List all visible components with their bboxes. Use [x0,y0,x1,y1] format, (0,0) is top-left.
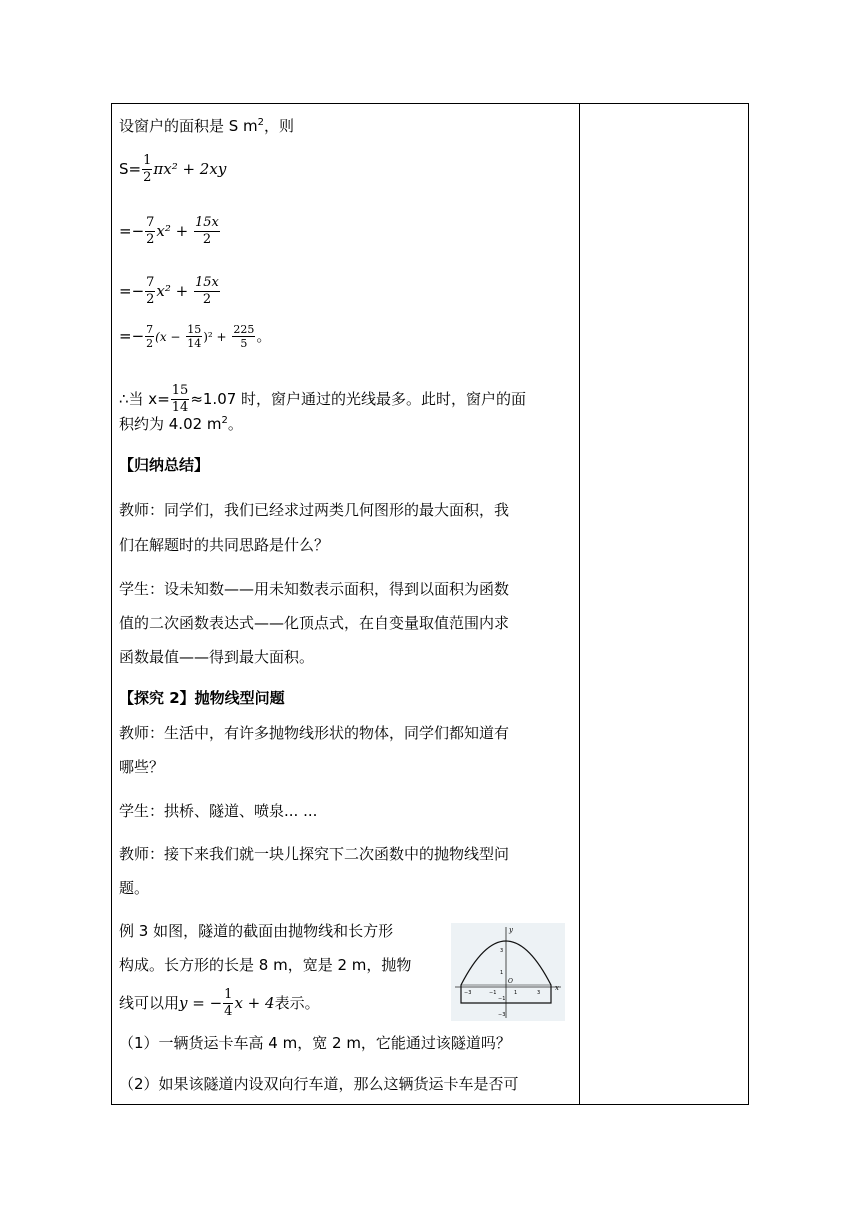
formula-vertex-form: =− $\frac{7}{2}$ (x − $\frac{15}{14}$ )² + $\frac{225}{5}$ 。 [119,323,272,350]
x-tick-label: 1 [514,990,518,996]
fraction-seven-halves: $\frac{7}{2}$ [146,215,155,247]
formula-step-2: =− $\frac{7}{2}$ x² + $\frac{15x}{2}$ [119,275,219,307]
student-examples-line: 学生：拱桥、隧道、喷泉... ... [119,802,318,820]
fraction-225-over-5: $\frac{225}{5}$ [233,323,255,350]
teacher-parabola-line-1: 教师：生活中，有许多抛物线形状的物体，同学们都知道有 [119,724,510,742]
formula-step-1: =− $\frac{7}{2}$ x² + $\frac{15x}{2}$ [119,215,219,247]
x-tick-label: 3 [537,990,541,996]
formula-s: S= $\frac{1}{2}$ πx² + 2xy [119,153,227,185]
origin-label: O [508,978,513,985]
area-intro-line: 设窗户的面积是 S $m^2$，则 [119,117,295,135]
example-3-line-2: 构成。长方形的长是 8 m，宽是 2 m，抛物 [119,956,412,974]
teacher-question-line-1: 教师：同学们，我们已经求过两类几何图形的最大面积，我 [119,501,510,519]
teacher-intro-line-2: 题。 [119,879,150,897]
fraction-seven-halves: $\frac{7}{2}$ [146,275,155,307]
fraction-half: $\frac{1}{2}$ [143,153,152,185]
area-result-line: 积约为 4.02 $m^2$。 [119,415,243,433]
tunnel-diagram [451,923,565,1021]
teacher-intro-line-1: 教师：接下来我们就一块儿探究下二次函数中的抛物线型问 [119,845,510,863]
student-answer-line-2: 值的二次函数表达式——化顶点式，在自变量取值范围内求 [119,614,510,632]
y-tick-label: −3 [498,1012,506,1018]
fraction-15x-over-2: $\frac{15x}{2}$ [195,215,219,247]
fraction-15-over-14: $\frac{15}{14}$ [187,323,202,350]
x-tick-label: −1 [489,990,497,996]
fraction-one-quarter: $\frac{1}{4}$ [224,987,233,1019]
teacher-question-line-2: 们在解题时的共同思路是什么？ [119,536,330,554]
summary-heading: 【归纳总结】 [119,456,210,474]
student-answer-line-3: 函数最值——得到最大面积。 [119,648,315,666]
fraction-15-over-14: $\frac{15}{14}$ [171,383,189,415]
therefore-line: ∴当 x= $\frac{15}{14}$ ≈1.07 时，窗户通过的光线最多。此时，窗户的面 [119,383,527,415]
fraction-seven-halves: $\frac{7}{2}$ [146,323,154,350]
fraction-15x-over-2: $\frac{15x}{2}$ [195,275,219,307]
y-tick-label: 1 [500,970,504,976]
example-3-line-1: 例 3 如图，隧道的截面由抛物线和长方形 [119,922,394,940]
student-answer-line-1: 学生：设未知数——用未知数表示面积，得到以面积为函数 [119,580,510,598]
y-axis-label: y [509,926,513,934]
x-axis-label: x [555,984,559,992]
question-1-line: （1）一辆货运卡车高 4 m，宽 2 m，它能通过该隧道吗？ [119,1034,511,1052]
y-tick-label: −1 [498,996,506,1002]
teacher-parabola-line-2: 哪些？ [119,758,165,776]
y-tick-label: 3 [500,948,504,954]
question-2-line: （2）如果该隧道内设双向行车道，那么这辆货运卡车是否可 [119,1075,519,1093]
explore-2-heading: 【探究 2】抛物线型问题 [119,689,285,707]
x-tick-label: −3 [464,990,472,996]
table-column-divider [579,103,580,1105]
example-3-line-3: 线可以用y = − $\frac{1}{4}$ x + 4表示。 [119,987,320,1019]
